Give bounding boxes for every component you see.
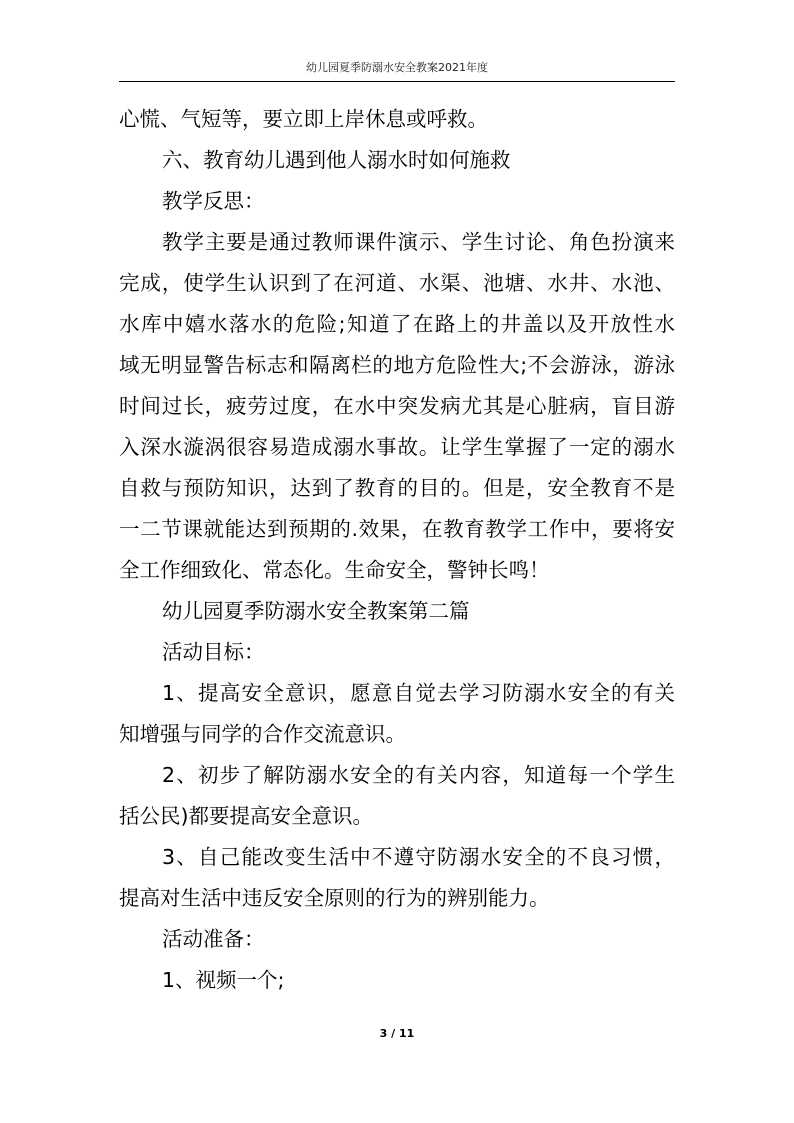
body-line-2: 六、教育幼儿遇到他人溺水时如何施救 [162,148,511,172]
body-line-1: 心慌、气短等，要立即上岸休息或呼救。 [119,107,488,131]
body-line-4: 教学主要是通过教师课件演示、学生讨论、角色扮演来 [162,230,675,254]
page-header: 幼儿园夏季防溺水安全教案2021年度 [306,61,488,74]
header-divider [119,81,675,82]
body-line-20: 提高对生活中违反安全原则的行为的辨别能力。 [119,886,550,910]
document-body [119,99,675,1001]
body-line-16: 知增强与同学的合作交流意识。 [119,722,406,746]
body-line-11: 一二节课就能达到预期的.效果，在教育教学工作中，要将安 [119,517,675,541]
body-line-7: 域无明显警告标志和隔离栏的地方危险性大;不会游泳，游泳 [119,353,675,377]
body-line-21: 活动准备： [162,927,265,951]
body-line-8: 时间过长，疲劳过度，在水中突发病尤其是心脏病，盲目游 [119,394,675,418]
body-line-9: 入深水漩涡很容易造成溺水事故。让学生掌握了一定的溺水 [119,435,675,459]
body-line-5: 完成，使学生认识到了在河道、水渠、池塘、水井、水池、 [119,271,675,295]
body-line-6: 水库中嬉水落水的危险;知道了在路上的井盖以及开放性水 [119,312,675,336]
body-line-18: 括公民)都要提高安全意识。 [119,804,373,828]
body-line-14: 活动目标： [162,640,265,664]
body-line-3: 教学反思： [162,189,265,213]
page-number: 3 / 11 [379,1027,415,1040]
body-line-12: 全工作细致化、常态化。生命安全，警钟长鸣！ [119,558,550,582]
body-line-17: 2、初步了解防溺水安全的有关内容，知道每一个学生 [162,763,675,787]
body-line-19: 3、自己能改变生活中不遵守防溺水安全的不良习惯， [162,845,675,869]
body-line-15: 1、提高安全意识，愿意自觉去学习防溺水安全的有关 [162,681,675,705]
section-title: 幼儿园夏季防溺水安全教案第二篇 [162,599,470,623]
body-line-10: 自救与预防知识，达到了教育的目的。但是，安全教育不是 [119,476,675,500]
body-line-22: 1、视频一个; [162,968,285,992]
